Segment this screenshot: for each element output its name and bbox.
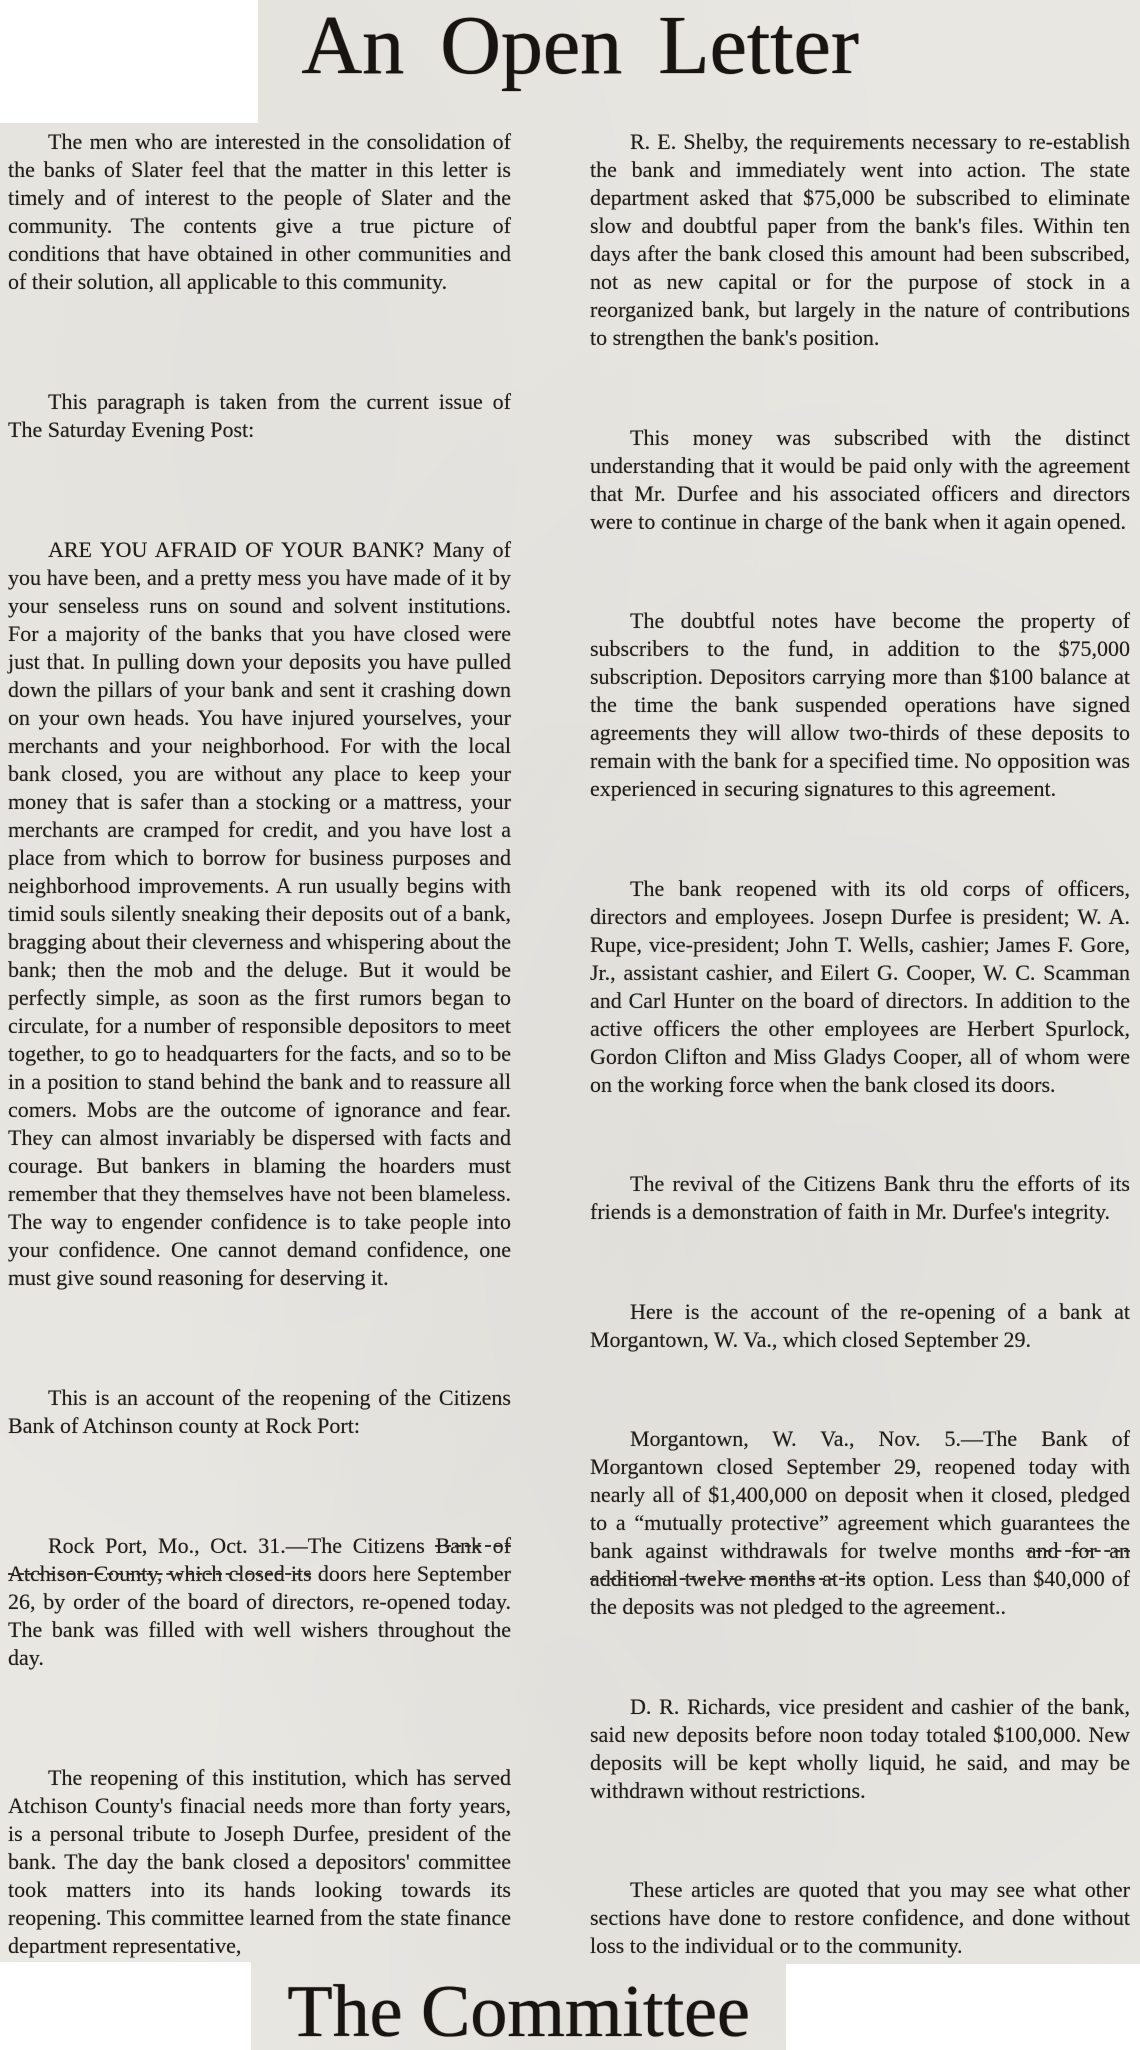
article-column-right [590,128,1130,1960]
article-paragraph: Rock Port, Mo., Oct. 31.—The Citizens Bank of Atchison County, which closed its doors here September 26, by order of the board of directors, re-opened today. The bank was filled with well wishers throughout the day. [8,1533,511,1670]
article-paragraph: This money was subscribed with the distinct understanding that it would be paid only with the agreement that Mr. Durfee and his associated officers and directors were to continue in charge of the bank when it again opened. [590,424,1130,534]
article-signature: The Committee [287,1971,750,2050]
article-paragraph: Here is the account of the re-opening of a bank at Morgantown, W. Va., which closed September 29. [590,1298,1130,1352]
article-paragraph: R. E. Shelby, the requirements necessary to re-establish the bank and immediately went into action. The state department asked that $75,000 be subscribed to eliminate slow and doubtful paper from the bank's files. Within ten days after the bank closed this amount had been subscribed, not as new capital or for the purpose of stock in a reorganized bank, but largely in the nature of contributions to strengthen the bank's position. [590,129,1130,350]
article-paragraph: This is an account of the reopening of the Citizens Bank of Atchinson county at Rock Port: [8,1385,511,1438]
article-paragraph: The revival of the Citizens Bank thru the efforts of its friends is a demonstration of faith in Mr. Durfee's integrity. [590,1171,1130,1224]
article-title: An Open Letter [301,0,859,92]
article-paragraph: D. R. Richards, vice president and cashier of the bank, said new deposits before noon today totaled $100,000. New deposits will be kept wholly liquid, he said, and may be withdrawn without restrictions. [590,1693,1130,1803]
article-paragraph: Morgantown, W. Va., Nov. 5.—The Bank of Morgantown closed September 29, reopened today with nearly all of $1,400,000 on deposit when it closed, pledged to a “mutually protective” agreement which guarantees the bank against withdrawals for twelve months and for an additional twelve months at its option. Less than $40,000 of the deposits was not pledged to the agreement.. [590,1426,1130,1619]
article-paragraph: These articles are quoted that you may see what other sections have done to restore confidence, and done without loss to the individual or to the community. [590,1877,1130,1958]
scan-white-margin-bottom-right [786,1964,1140,2050]
article-paragraph: The reopening of this institution, which has served Atchison County's finacial needs more than forty years, is a personal tribute to Joseph Durfee, president of the bank. The day the bank closed a depositors' committee took matters into its hands looking towards its reopening. This committee learned from the state finance department representative, [8,1765,511,1958]
scan-white-margin-top-left [0,0,258,123]
article-paragraph: The bank reopened with its old corps of officers, directors and employees. Josepn Durfee is president; W. A. Rupe, vice-president; John T. Wells, cashier; James F. Gore, Jr., assistant cashier, and Eilert G. Cooper, W. C. Scamman and Carl Hunter on the board of directors. In addition to the active officers the other employees are Herbert Spurlock, Gordon Clifton and Miss Gladys Cooper, all of whom were on the working force when the bank closed its doors. [590,875,1130,1097]
article-paragraph: The men who are interested in the consolidation of the banks of Slater feel that the matter in this letter is timely and of interest to the people of Slater and the community. The contents give a true picture of conditions that have obtained in other communities and of their solution, all applicable to this community. [8,129,511,294]
article-paragraph: This paragraph is taken from the current issue of The Saturday Evening Post: [8,389,511,442]
scan-white-margin-bottom-left [0,1962,251,2050]
article-column-left [8,128,511,1960]
article-paragraph: The doubtful notes have become the property of subscribers to the fund, in addition to the $75,000 subscription. Depositors carrying more than $100 balance at the time the bank suspended operations have signed agreements they will allow two-thirds of these deposits to remain with the bank for a specified time. No opposition was experienced in securing signatures to this agreement. [590,608,1130,801]
article-paragraph: ARE YOU AFRAID OF YOUR BANK? Many of you have been, and a pretty mess you have made of it by your senseless runs on sound and solvent institutions. For a majority of the banks that you have closed were just that. In pulling down your deposits you have pulled down the pillars of your bank and sent it crashing down on your own heads. You have injured yourselves, your merchants and your neighborhood. For with the local bank closed, you are without any place to keep your money that is safer than a stocking or a mattress, your merchants are cramped for credit, and you have lost a place from which to borrow for business purposes and neighborhood improvements. A run usually begins with timid souls silently sneaking their deposits out of a bank, bragging about their cleverness and whispering about the bank; then the mob and the deluge. But it would be perfectly simple, as soon as the first rumors began to circulate, for a number of responsible depositors to meet together, to go to headquarters for the facts, and so to be in a position to stand behind the bank and to reassure all comers. Mobs are the outcome of ignorance and fear. They can almost invariably be dispersed with facts and courage. But bankers in blaming the hoarders must remember that they themselves have not been blameless. The way to engender confidence is to take people into your confidence. One cannot demand confidence, one must give sound reasoning for deserving it. [8,537,511,1290]
